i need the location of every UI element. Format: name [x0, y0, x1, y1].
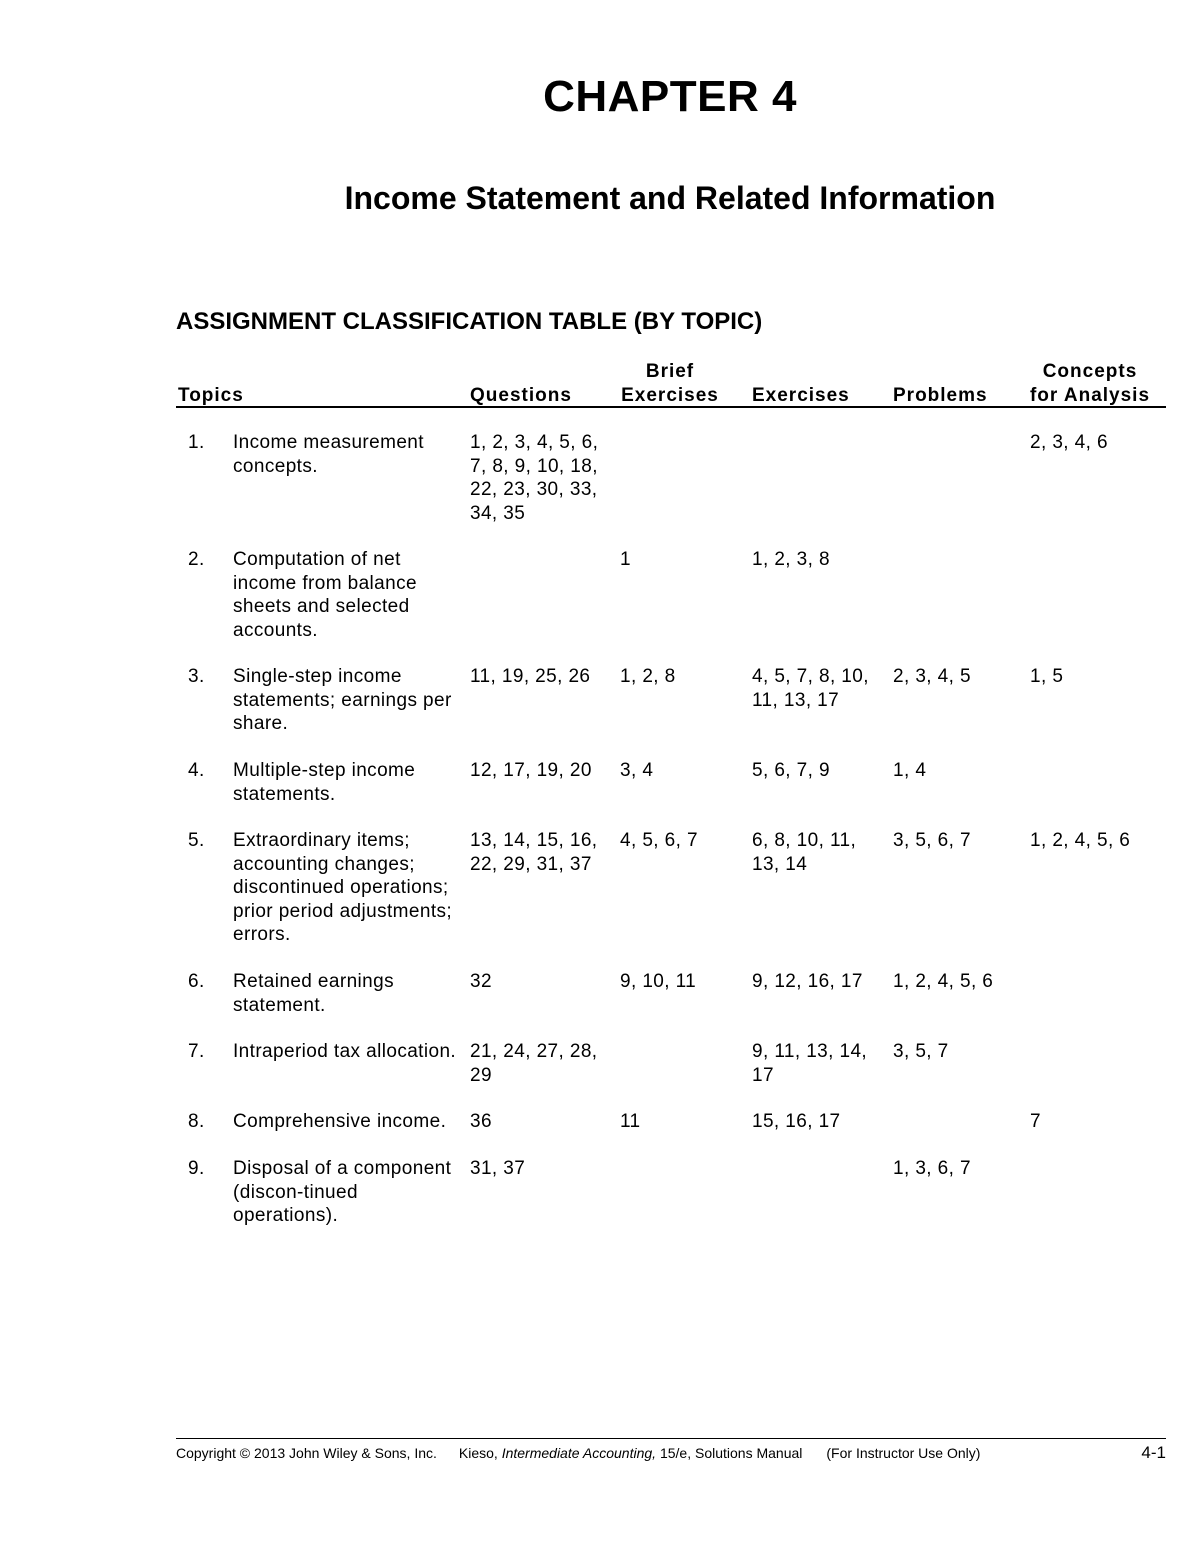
header-brief-line1: Brief — [645, 361, 695, 382]
row-number: 6. — [188, 971, 205, 992]
table-row — [0, 759, 1200, 806]
row-number: 4. — [188, 760, 205, 781]
row-problems: 1, 3, 6, 7 — [893, 1158, 971, 1179]
page-number: 4-1 — [1141, 1443, 1166, 1462]
row-number: 9. — [188, 1158, 205, 1179]
row-questions: 13, 14, 15, 16, 22, 29, 31, 37 — [470, 830, 598, 875]
row-brief-exercises: 9, 10, 11 — [620, 971, 697, 992]
row-brief-exercises: 3, 4 — [620, 760, 654, 781]
row-exercises: 4, 5, 7, 8, 10, 11, 13, 17 — [752, 666, 869, 711]
row-exercises: 1, 2, 3, 8 — [752, 549, 830, 570]
row-topic: Retained earnings statement. — [233, 971, 395, 1016]
row-problems: 1, 4 — [893, 760, 927, 781]
row-questions: 1, 2, 3, 4, 5, 6, 7, 8, 9, 10, 18, 22, 23, 30, 33, 34, 35 — [470, 432, 599, 524]
header-questions: Questions — [470, 385, 572, 406]
row-number: 2. — [188, 549, 205, 570]
row-brief-exercises: 1, 2, 8 — [620, 666, 676, 687]
row-number: 8. — [188, 1111, 205, 1132]
row-topic: Comprehensive income. — [233, 1111, 447, 1132]
row-problems: 2, 3, 4, 5 — [893, 666, 971, 687]
chapter-title: CHAPTER 4 — [543, 72, 797, 121]
header-exercises: Exercises — [752, 385, 850, 406]
row-exercises: 6, 8, 10, 11, 13, 14 — [752, 830, 857, 875]
row-topic: Extraordinary items; accounting changes; discontinued operations; prior period adjustments; errors. — [233, 830, 453, 945]
footer-author: Kieso, — [458, 1445, 498, 1461]
header-brief-line2: Exercises — [621, 385, 719, 406]
row-questions: 31, 37 — [470, 1158, 526, 1179]
header-concepts-for-analysis — [1029, 360, 1151, 408]
row-topic: Income measurement concepts. — [233, 432, 424, 477]
table-row — [0, 431, 1200, 525]
table-title: ASSIGNMENT CLASSIFICATION TABLE (BY TOPIC) — [176, 308, 763, 335]
row-exercises: 15, 16, 17 — [752, 1111, 841, 1132]
row-exercises: 5, 6, 7, 9 — [752, 760, 830, 781]
table-row — [0, 1040, 1200, 1087]
footer-note: (For Instructor Use Only) — [826, 1445, 981, 1461]
row-questions: 21, 24, 27, 28, 29 — [470, 1041, 598, 1086]
row-problems: 3, 5, 6, 7 — [893, 830, 971, 851]
table-row — [0, 970, 1200, 1017]
row-brief-exercises: 11 — [620, 1111, 641, 1132]
row-questions: 32 — [470, 971, 492, 992]
header-problems: Problems — [893, 385, 988, 406]
footer-edition: 15/e, Solutions Manual — [659, 1445, 803, 1461]
row-number: 3. — [188, 666, 205, 687]
footer — [176, 1445, 980, 1461]
row-topic: Multiple-step income statements. — [233, 760, 416, 805]
row-questions: 36 — [470, 1111, 492, 1132]
table-row — [0, 548, 1200, 642]
table-row — [0, 1157, 1200, 1228]
header-brief-exercises — [620, 360, 720, 408]
row-problems: 1, 2, 4, 5, 6 — [893, 971, 994, 992]
row-concepts-for-analysis: 7 — [1030, 1111, 1041, 1132]
row-concepts-for-analysis: 1, 2, 4, 5, 6 — [1030, 830, 1131, 851]
footer-rule — [176, 1438, 1166, 1439]
header-rule — [176, 406, 1166, 408]
table-row — [0, 665, 1200, 736]
row-number: 1. — [188, 432, 205, 453]
row-topic: Intraperiod tax allocation. — [233, 1041, 457, 1062]
row-brief-exercises: 4, 5, 6, 7 — [620, 830, 698, 851]
chapter-subtitle: Income Statement and Related Information — [344, 180, 996, 216]
row-exercises: 9, 11, 13, 14, 17 — [752, 1041, 868, 1086]
row-questions: 11, 19, 25, 26 — [470, 666, 591, 687]
row-concepts-for-analysis: 2, 3, 4, 6 — [1030, 432, 1108, 453]
footer-copyright: Copyright © 2013 John Wiley & Sons, Inc. — [176, 1445, 437, 1461]
row-brief-exercises: 1 — [620, 549, 631, 570]
row-exercises: 9, 12, 16, 17 — [752, 971, 863, 992]
header-concepts-line2: for Analysis — [1029, 385, 1151, 406]
row-concepts-for-analysis: 1, 5 — [1030, 666, 1064, 687]
row-number: 7. — [188, 1041, 205, 1062]
classification-table-body — [0, 431, 1200, 1251]
header-topics: Topics — [178, 385, 244, 406]
table-row — [0, 829, 1200, 947]
row-topic: Computation of net income from balance sheets and selected accounts. — [233, 549, 417, 641]
row-topic: Disposal of a component (discon-tinued operations). — [233, 1158, 452, 1226]
row-questions: 12, 17, 19, 20 — [470, 760, 592, 781]
footer-book-title: Intermediate Accounting, — [501, 1445, 657, 1461]
header-concepts-line1: Concepts — [1042, 361, 1138, 382]
row-problems: 3, 5, 7 — [893, 1041, 949, 1062]
row-topic: Single-step income statements; earnings per share. — [233, 666, 452, 734]
table-row — [0, 1110, 1200, 1134]
row-number: 5. — [188, 830, 205, 851]
